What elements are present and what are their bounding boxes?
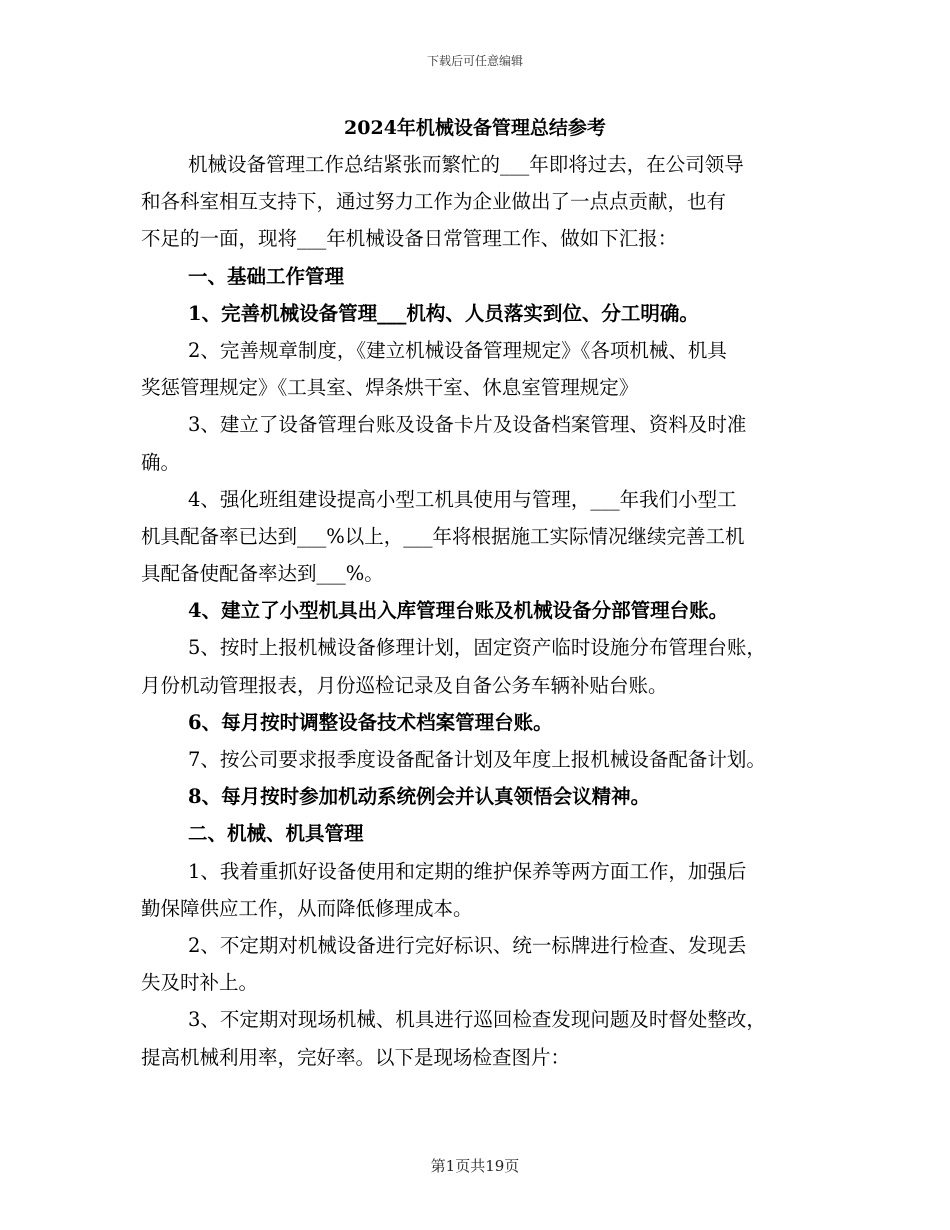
paragraph-line: 5、按时上报机械设备修理计划，固定资产临时设施分布管理台账， xyxy=(188,636,766,660)
section-heading-line: 6、每月按时调整设备技术档案管理台账。 xyxy=(188,710,553,734)
paragraph-line: 月份机动管理报表，月份巡检记录及自备公务车辆补贴台账。 xyxy=(141,673,668,697)
section-heading-line: 一、基础工作管理 xyxy=(188,264,345,288)
paragraph-line: 7、按公司要求报季度设备配备计划及年度上报机械设备配备计划。 xyxy=(188,748,766,771)
page-footer: 第1页共19页 xyxy=(430,1157,520,1175)
paragraph-line: 3、建立了设备管理台账及设备卡片及设备档案管理、资料及时准 xyxy=(188,413,747,437)
paragraph-line: 4、强化班组建设提高小型工机具使用与管理，___年我们小型工 xyxy=(188,487,737,511)
paragraph-line: 和各科室相互支持下，通过努力工作为企业做出了一点点贡献，也有 xyxy=(141,190,727,214)
document-title: 2024年机械设备管理总结参考 xyxy=(344,117,606,139)
page-header: 下载后可任意编辑 xyxy=(426,54,523,68)
paragraph-line: 具配备使配备率达到___%。 xyxy=(141,562,384,586)
section-heading-line: 8、每月按时参加机动系统例会并认真领悟会议精神。 xyxy=(188,785,651,809)
paragraph-line: 2、完善规章制度，《建立机械设备管理规定》《各项机械、机具 xyxy=(188,338,727,362)
section-heading-line: 4、建立了小型机具出入库管理台账及机械设备分部管理台账。 xyxy=(188,599,729,623)
paragraph-line: 失及时补上。 xyxy=(141,971,259,995)
paragraph-line: 机具配备率已达到___%以上，___年将根据施工实际情况继续完善工机 xyxy=(141,524,745,548)
paragraph-line: 1、我着重抓好设备使用和定期的维护保养等两方面工作，加强后 xyxy=(188,859,747,883)
paragraph-line: 奖惩管理规定》《工具室、焊条烘干室、休息室管理规定》 xyxy=(141,376,639,400)
section-heading-line: 1、完善机械设备管理___机构、人员落实到位、分工明确。 xyxy=(188,301,699,325)
paragraph-line: 提高机械利用率，完好率。以下是现场检查图片： xyxy=(141,1045,571,1069)
paragraph-line: 勤保障供应工作，从而降低修理成本。 xyxy=(141,896,473,920)
paragraph-line: 不足的一面，现将___年机械设备日常管理工作、做如下汇报： xyxy=(141,227,678,251)
document-body xyxy=(141,146,821,1076)
paragraph-line: 机械设备管理工作总结紧张而繁忙的___年即将过去，在公司领导 xyxy=(188,153,744,176)
paragraph-line: 2、不定期对机械设备进行完好标识、统一标牌进行检查、发现丢 xyxy=(188,933,747,957)
paragraph-line: 确。 xyxy=(141,450,181,474)
section-heading-line: 二、机械、机具管理 xyxy=(188,822,364,846)
paragraph-line: 3、不定期对现场机械、机具进行巡回检查发现问题及时督处整改， xyxy=(188,1008,766,1032)
